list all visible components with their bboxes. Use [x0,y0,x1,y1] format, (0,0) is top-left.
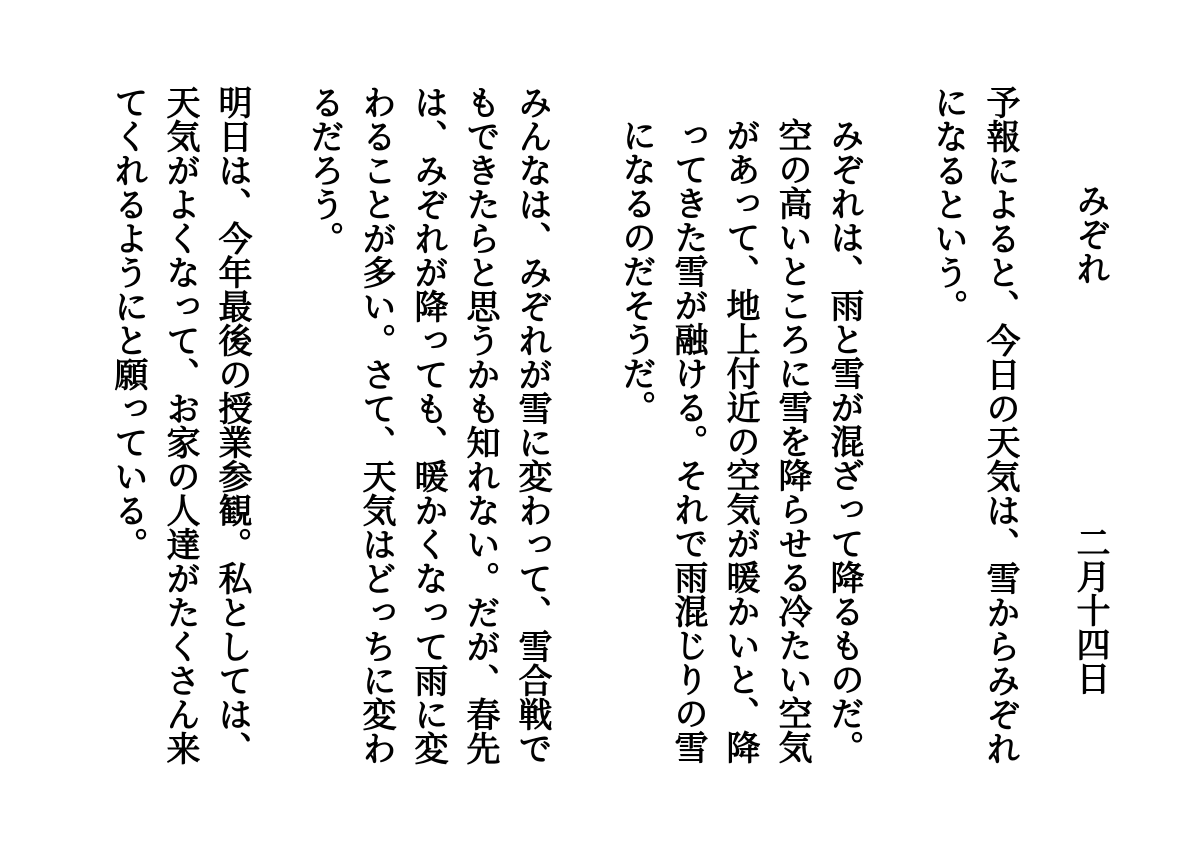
paragraph-2: みぞれは、雨と雪が混ざって降るものだ。空の高いところに雪を降らせる冷たい空気があって、地上付近の空気が暖かいと、降ってきた雪が融ける。それで雨混じりの雪になるのだそうだ。 [616,118,864,764]
document-title: みぞれ [1070,183,1110,285]
document-date: 二月十四日 [1070,525,1110,695]
paragraph-1: 予報によると、今日の天気は、雪からみぞれになるという。 [928,85,1020,765]
paragraph-4: 明日は、今年最後の授業参観。私としては、天気がよくなって、お家の人達がたくさん来てくれるようにと願っている。 [108,85,252,765]
paragraph-3: みんなは、みぞれが雪に変わって、雪合戦でもできたらと思うかも知れない。だが、春先は、みぞれが降っても、暖かくなって雨に変わることが多い。さて、天気はどっちに変わるだろう。 [304,85,552,765]
